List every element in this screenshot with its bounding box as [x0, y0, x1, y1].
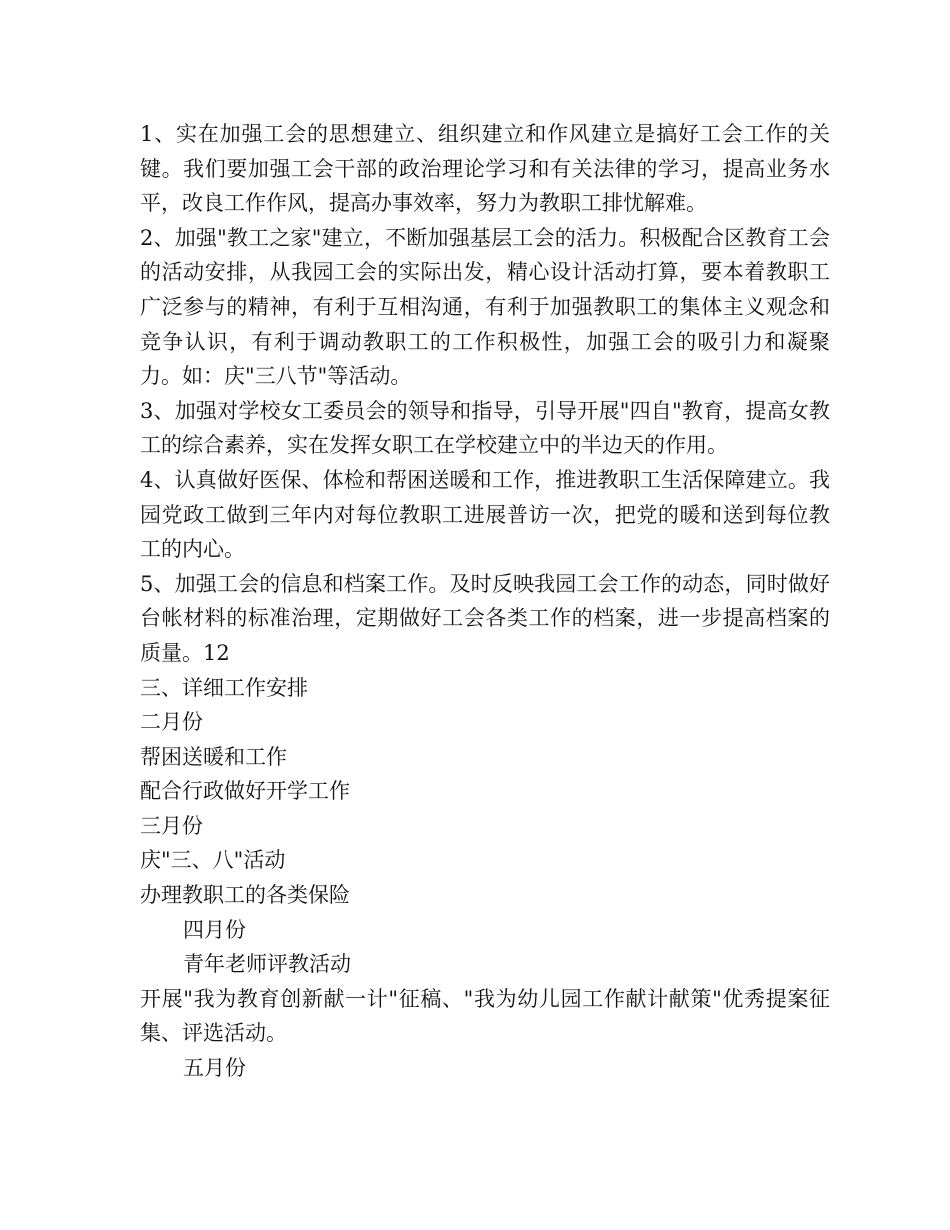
- schedule-item: 办理教职工的各类保险: [140, 883, 350, 908]
- paragraph-item-2: 2、加强"教工之家"建立，不断加强基层工会的活力。积极配合区教育工会的活动安排，从我园工会的实际出发，精心设计活动打算，要本着教职工广泛参与的精神，有利于互相沟通，有利于加强教职工的集体主义观念和竞争认识，有利于调动教职工的工作积极性，加强工会的吸引力和凝聚力。如：庆"三八节"等活动。: [140, 225, 830, 389]
- schedule-item: 开展"我为教育创新献一计"征稿、"我为幼儿园工作献计献策"优秀提案征集、评选活动。: [140, 986, 830, 1046]
- month-heading: 四月份: [183, 917, 246, 942]
- schedule-item: 帮困送暖和工作: [140, 744, 287, 769]
- month-heading: 三月份: [140, 813, 203, 838]
- section-heading: 三、详细工作安排: [140, 675, 308, 700]
- paragraph-item-5: 5、加强工会的信息和档案工作。及时反映我园工会工作的动态，同时做好台帐材料的标准治理，定期做好工会各类工作的档案，进一步提高档案的质量。12: [140, 571, 830, 665]
- month-heading: 二月份: [140, 710, 203, 735]
- document-body: [140, 117, 830, 1086]
- schedule-item: 庆"三、八"活动: [140, 848, 286, 873]
- paragraph-item-3: 3、加强对学校女工委员会的领导和指导，引导开展"四自"教育，提高女教工的综合素养，实在发挥女职工在学校建立中的半边天的作用。: [140, 398, 830, 458]
- schedule-item: 青年老师评教活动: [183, 952, 351, 977]
- paragraph-item-1: 1、实在加强工会的思想建立、组织建立和作风建立是搞好工会工作的关键。我们要加强工会干部的政治理论学习和有关法律的学习，提高业务水平，改良工作作风，提高办事效率，努力为教职工排忧解难。: [140, 122, 830, 216]
- month-heading: 五月份: [183, 1056, 246, 1081]
- paragraph-item-4: 4、认真做好医保、体检和帮困送暖和工作，推进教职工生活保障建立。我园党政工做到三年内对每位教职工进展普访一次，把党的暖和送到每位教工的内心。: [140, 467, 830, 562]
- schedule-item: 配合行政做好开学工作: [140, 779, 350, 804]
